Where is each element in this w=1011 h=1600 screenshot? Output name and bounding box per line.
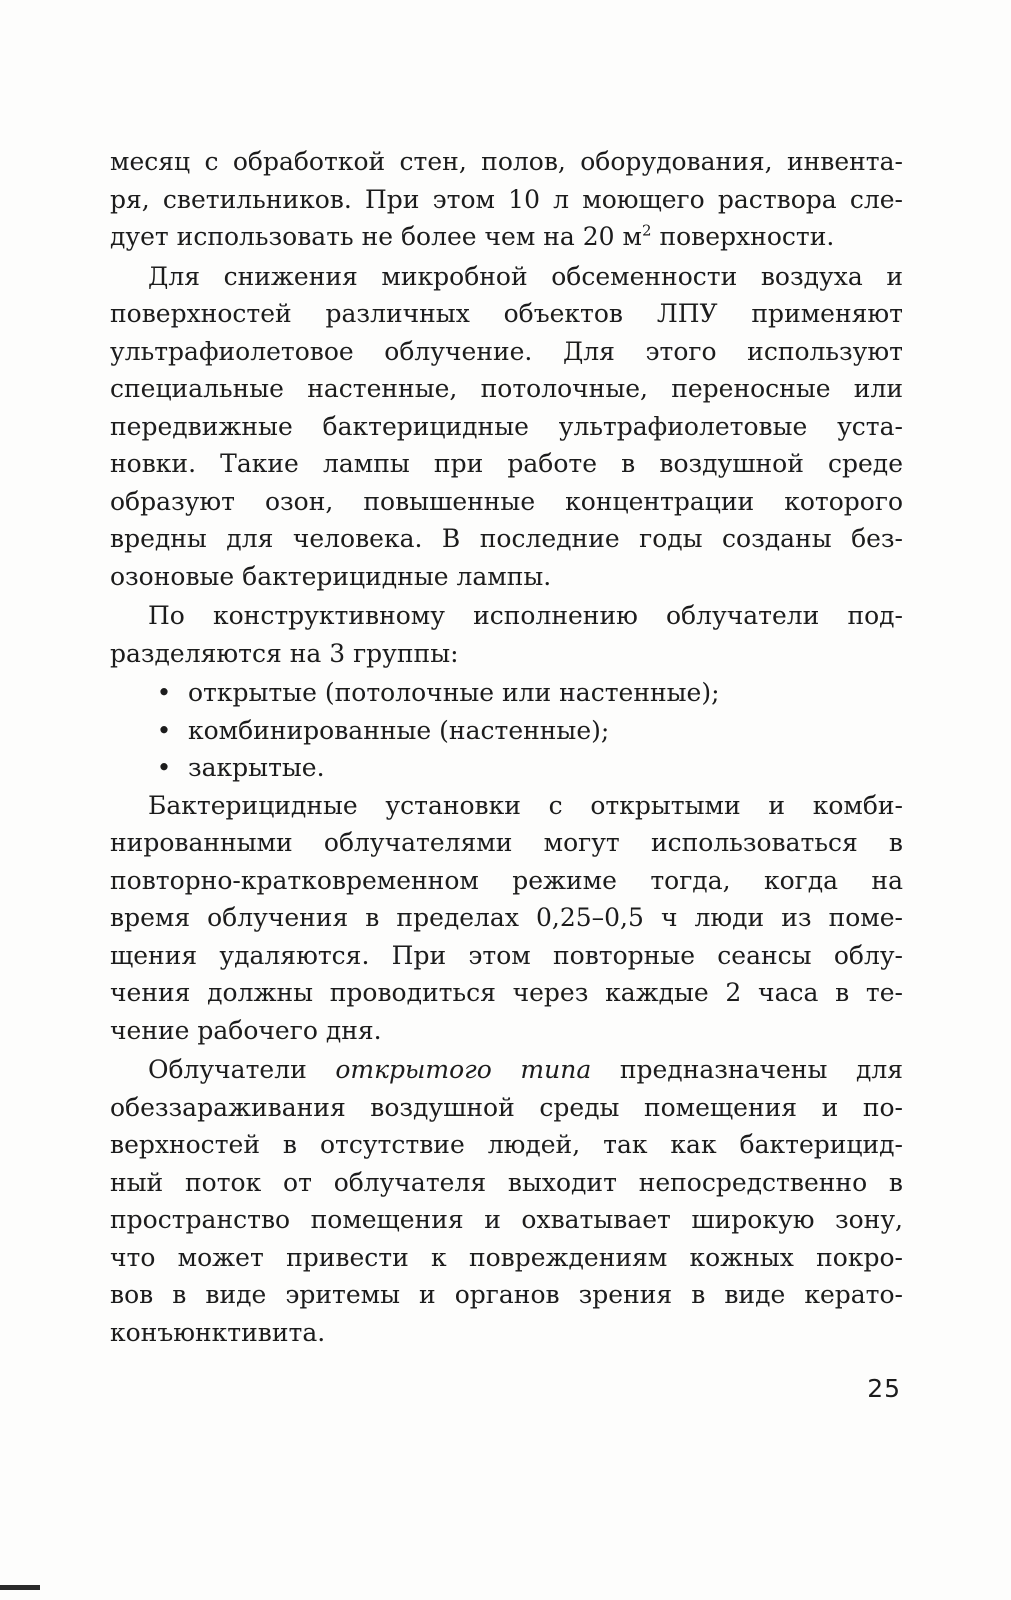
text-line: что может привести к повреждениям кожных покро- bbox=[110, 1242, 903, 1272]
text-line bbox=[110, 218, 903, 256]
text-line: нированными облучателями могут использоваться в bbox=[110, 828, 903, 857]
list-item-text: комбинированные (настенные); bbox=[188, 715, 610, 745]
text-line: пространство помещения и охватывает широкую зону, bbox=[110, 1205, 903, 1234]
scan-edge-mark bbox=[0, 1585, 40, 1590]
body-text bbox=[110, 143, 903, 1353]
text-line: ря, светильников. При этом 10 л моющего раствора сле- bbox=[110, 184, 903, 214]
paragraph-4 bbox=[110, 787, 903, 1050]
text-line: верхностей в отсутствие людей, так как бактерицид- bbox=[110, 1130, 903, 1159]
list-item-text: закрытые. bbox=[188, 753, 325, 782]
page-number: 25 bbox=[867, 1374, 901, 1403]
text-line: Бактерицидные установки с открытыми и комби- bbox=[148, 790, 903, 820]
emphasized-term: открытого типа bbox=[335, 1055, 592, 1084]
text-line: чения должны проводиться через каждые 2 часа в те- bbox=[110, 978, 903, 1007]
text-line: месяц с обработкой стен, полов, оборудования, инвента- bbox=[110, 147, 903, 176]
text-fragment: дует использовать не более чем на 20 м bbox=[110, 222, 642, 251]
text-line: разделяются на 3 группы: bbox=[110, 638, 459, 668]
text-line: чение рабочего дня. bbox=[110, 1015, 382, 1045]
text-line: новки. Такие лампы при работе в воздушной среде bbox=[110, 449, 903, 478]
bullet-icon: • bbox=[156, 678, 172, 707]
text-fragment: Облучатели bbox=[148, 1055, 307, 1084]
bullet-icon: • bbox=[156, 715, 172, 745]
list-item-text: открытые (потолочные или настенные); bbox=[188, 678, 720, 707]
text-line: передвижные бактерицидные ультрафиолетовые уста- bbox=[110, 411, 903, 441]
text-line: специальные настенные, потолочные, переносные или bbox=[110, 374, 903, 403]
text-line: вов в виде эритемы и органов зрения в виде керато- bbox=[110, 1280, 903, 1309]
text-line: ный поток от облучателя выходит непосредственно в bbox=[110, 1167, 903, 1197]
text-line: повторно-кратковременном режиме тогда, когда на bbox=[110, 865, 903, 895]
text-line: обеззараживания воздушной среды помещения и по- bbox=[110, 1092, 903, 1122]
text-line: По конструктивному исполнению облучатели под- bbox=[148, 601, 903, 630]
text-line: вредны для человека. В последние годы созданы без- bbox=[110, 524, 903, 553]
text-line: Для снижения микробной обсеменности воздуха и bbox=[148, 261, 903, 291]
text-fragment: предназначены для bbox=[619, 1055, 903, 1084]
paragraph-3 bbox=[110, 597, 903, 672]
text-fragment: поверхности. bbox=[659, 222, 835, 251]
text-line: щения удаляются. При этом повторные сеансы облу- bbox=[110, 940, 903, 970]
text-line: ультрафиолетовое облучение. Для этого используют bbox=[110, 336, 903, 366]
bullet-list bbox=[110, 674, 903, 787]
paragraph-5 bbox=[110, 1051, 903, 1351]
text-line: конъюнктивита. bbox=[110, 1317, 326, 1347]
text-line: время облучения в пределах 0,25–0,5 ч люди из поме- bbox=[110, 903, 903, 932]
paragraph-2 bbox=[110, 258, 903, 596]
text-line: озоновые бактерицидные лампы. bbox=[110, 561, 552, 591]
list-item bbox=[110, 749, 903, 787]
bullet-icon: • bbox=[156, 753, 172, 782]
paragraph-1 bbox=[110, 143, 903, 256]
superscript: 2 bbox=[641, 221, 652, 240]
text-line bbox=[110, 1051, 903, 1089]
text-line: образуют озон, повышенные концентрации которого bbox=[110, 486, 903, 516]
text-line: поверхностей различных объектов ЛПУ применяют bbox=[110, 299, 903, 328]
list-item bbox=[110, 674, 903, 712]
list-item bbox=[110, 712, 903, 750]
